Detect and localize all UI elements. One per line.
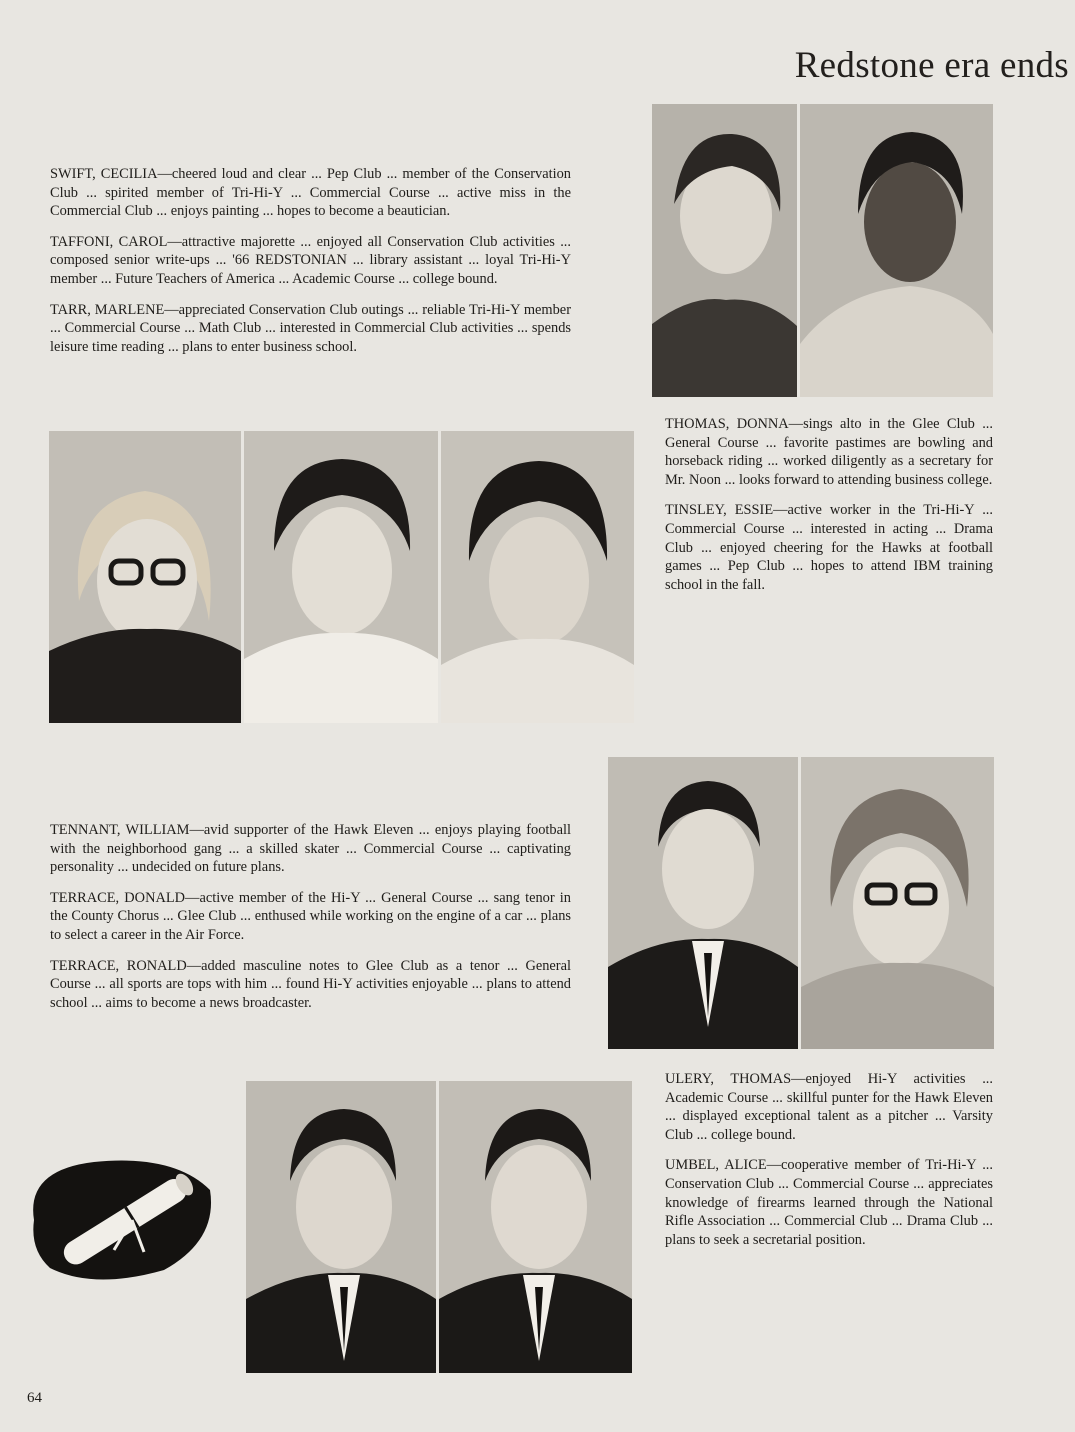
student-name: TINSLEY, ESSIE (665, 502, 774, 519)
portrait-photo-ulery-thomas (608, 757, 798, 1049)
portrait-photo-terrace-donald (246, 1081, 436, 1373)
bio-entry (665, 415, 993, 489)
portrait-photo-taffoni-carol (244, 431, 438, 723)
portrait-photo-thomas-donna (652, 104, 797, 397)
student-bio: —appreciated Conservation Club outings ... reliable Tri-Hi-Y member ... Commercial Course ... Math Club ... interested in Commercial Club activities ... spends leisure time reading ... plans to enter business school. (50, 301, 571, 355)
portrait-photo-terrace-ronald (439, 1081, 632, 1373)
student-bio: —enjoyed Hi-Y activities ... Academic Course ... skillful punter for the Hawk Eleven ... displayed exceptional talent as a pitcher ... Varsity Club ... college bound. (665, 1071, 994, 1143)
student-bio: —active worker in the Tri-Hi-Y ... Commercial Course ... interested in acting ... Drama Club ... enjoyed cheering for the Hawks at football games ... Pep Club ... hopes to attend IBM training school in the fall. (665, 502, 993, 593)
student-name: ULERY, THOMAS (665, 1071, 792, 1087)
bio-entry (665, 1156, 993, 1249)
portrait-photo-tinsley-essie (800, 104, 993, 397)
portrait-photo-swift-cecilia (49, 431, 241, 723)
student-bio: —sings alto in the Glee Club ... General Course ... favorite pastimes are bowling and horseback riding ... worked diligently as a secretary for Mr. Noon ... looks forward to attending business college. (665, 416, 993, 488)
student-bio: —cheered loud and clear ... Pep Club ... member of the Conservation Club ... spirited member of Tri-Hi-Y ... Commercial Course ... active miss in the Commercial Club ... enjoys painting ... hopes to become a beautician. (50, 166, 571, 220)
portrait-photo-umbel-alice (801, 757, 994, 1049)
student-name: TERRACE, RONALD (50, 957, 187, 974)
bio-entry (50, 301, 571, 357)
student-name: TERRACE, DONALD (50, 889, 186, 906)
diploma-scroll-icon (14, 1150, 219, 1290)
student-name: TARR, MARLENE (50, 301, 165, 318)
page-number: 64 (27, 1390, 42, 1406)
portrait-photo-tarr-marlene (441, 431, 634, 723)
student-bio: —attractive majorette ... enjoyed all Conservation Club activities ... composed senior write-ups ... '66 REDSTONIAN ... library assistant ... loyal Tri-Hi-Y member ... Future Teachers of America ... Academic Course ... college bound. (50, 233, 571, 287)
bio-entry (50, 957, 571, 1013)
student-name: TAFFONI, CAROL (50, 233, 168, 250)
student-name: THOMAS, DONNA (665, 416, 789, 432)
student-bio: —cooperative member of Tri-Hi-Y ... Conservation Club ... Commercial Course ... appreciates knowledge of firearms learned through the National Rifle Association ... Commercial Club ... Drama Club ... plans to seek a secretarial position. (665, 1157, 993, 1248)
bio-entry (50, 165, 571, 221)
bio-block-top-left (50, 165, 571, 368)
bio-entry (50, 889, 571, 945)
student-name: TENNANT, WILLIAM (50, 822, 190, 838)
student-bio: —active member of the Hi-Y ... General Course ... sang tenor in the County Chorus ... Glee Club ... enthused while working on the engine of a car ... plans to select a career in the Air Force. (50, 889, 571, 943)
bio-block-top-right (665, 415, 993, 606)
student-name: SWIFT, CECILIA (50, 166, 158, 182)
student-name: UMBEL, ALICE (665, 1157, 767, 1174)
bio-block-mid-left (50, 821, 571, 1024)
student-bio: —added masculine notes to Glee Club as a tenor ... General Course ... all sports are tops with him ... found Hi-Y activities enjoyable ... plans to attend school ... aims to become a news broadcaster. (50, 957, 571, 1011)
bio-entry (50, 821, 571, 877)
bio-entry (665, 1070, 993, 1144)
bio-entry (665, 501, 993, 594)
bio-entry (50, 233, 571, 289)
bio-block-bottom-right (665, 1070, 993, 1261)
page-title: Redstone era ends (794, 45, 1069, 86)
student-bio: —avid supporter of the Hawk Eleven ... enjoys playing football with the neighborhood gang ... a skilled skater ... Commercial Course ... captivating personality ... undecided on future plans. (50, 822, 571, 876)
